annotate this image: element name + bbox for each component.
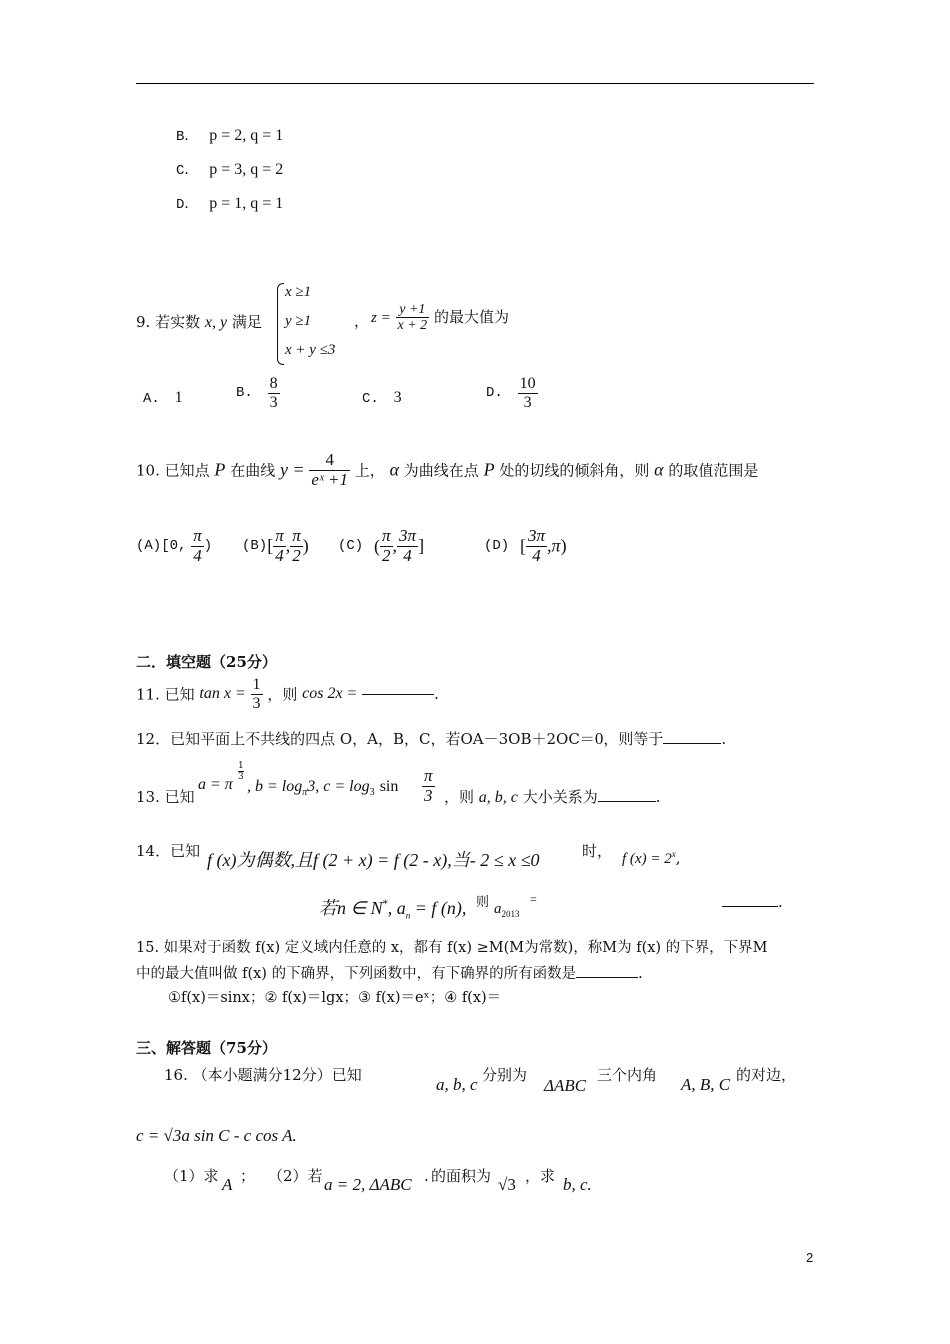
q10-curve-fraction: $\frac{4}{\text{eˣ +1}}$ bbox=[311, 450, 348, 489]
q16-sub1: （1）求 bbox=[164, 1167, 219, 1185]
q16-sqrt3: √3 bbox=[498, 1175, 516, 1194]
q12-answer-blank[interactable] bbox=[663, 743, 721, 744]
q11: 11. 已知 tan x = $\frac{1}{3}$ ，则 cos 2x = . bbox=[136, 676, 439, 712]
q16-bc: b, c. bbox=[563, 1175, 592, 1194]
q14-a2013: $a_{2013}$ bbox=[494, 901, 520, 919]
q13-b-c-expr: , $b = \log_\pi 3$, $c = \log_3 \sin$ bbox=[247, 778, 399, 799]
q16-angles: A, B, C bbox=[681, 1075, 731, 1094]
q16-p1: 16. （本小题满分12分）已知 bbox=[164, 1066, 362, 1084]
q15-line2: 中的最大值叫做 f(x) 的下确界，下列函数中，有下确界的所有函数是 . bbox=[136, 966, 643, 982]
section-3-heading: 三、解答题（75分） bbox=[136, 1039, 277, 1057]
q9-option-c: C. 3 bbox=[362, 389, 402, 407]
q9-option-a: A. 1 bbox=[143, 389, 183, 407]
page-number: 2 bbox=[806, 1250, 814, 1265]
q15-answer-blank[interactable] bbox=[576, 977, 638, 978]
q14-equals: = bbox=[530, 892, 537, 906]
q14-fx: f $(x) = 2^x$, bbox=[622, 849, 681, 867]
option-c-prev: C． p = 3, q = 2 bbox=[176, 161, 284, 179]
q16-p4: 的对边， bbox=[736, 1066, 797, 1084]
q16-area-text: 的面积为 bbox=[431, 1167, 492, 1185]
q10-option-c: (C) ( $\frac{\pi}{2}$ , $\frac{3\pi}{4}$ ] bbox=[338, 526, 425, 565]
q14-line2: 若n ∈ N*, $a_n = f$ (n), bbox=[319, 898, 467, 921]
q16-angle-a: A bbox=[222, 1175, 233, 1194]
q10-option-d: (D) [ $\frac{3\pi}{4}$ ,π) bbox=[484, 526, 567, 565]
q10-option-b: (B)[ $\frac{\pi}{4}$ , $\frac{\pi}{2}$ ) bbox=[242, 526, 309, 565]
q13-exponent: 1 3 bbox=[238, 761, 244, 782]
q16-abc: a, b, c bbox=[436, 1075, 478, 1094]
q16-qiu: ，求 bbox=[525, 1167, 556, 1185]
q16-triangle: ΔABC bbox=[544, 1076, 587, 1095]
q16-equation: c = √3a sin C - c cos A. bbox=[136, 1126, 297, 1145]
q9-objective: z = $\frac{y +1}{x + 2}$ 的最大值为 bbox=[371, 302, 509, 334]
q9-option-b: B. $\frac{8}{3}$ bbox=[236, 375, 278, 411]
q15-choices: ①f(x)＝sinx；② f(x)＝lgx；③ f(x)＝eˣ；④ f(x)＝ bbox=[168, 990, 502, 1006]
q15-line1: 15. 如果对于函数 f(x) 定义域内任意的 x，都有 f(x) ≥M(M为常数)，称M为 f(x) 的下界，下界M bbox=[136, 940, 768, 956]
q14-shi: 时， bbox=[582, 842, 613, 860]
q13-answer-blank[interactable] bbox=[598, 801, 656, 802]
constraint-brace bbox=[277, 283, 284, 365]
q12: 12．已知平面上不共线的四点 O，A，B，C，若OA－3OB＋2OC＝0，则等于 . bbox=[136, 729, 727, 748]
q9-z-fraction: $\frac{y +1}{x + 2}$ bbox=[397, 302, 428, 334]
q14-answer: . bbox=[722, 893, 783, 911]
q14-ze: 则 bbox=[476, 895, 490, 910]
q16-sub2: （2）若 bbox=[268, 1167, 323, 1185]
q10-option-a: (A)[0, $\frac{\pi}{4}$ ) bbox=[136, 526, 213, 565]
q16-sub1-end: ； bbox=[240, 1167, 256, 1185]
constraint-3: x + y ≤3 bbox=[285, 342, 336, 358]
q14-line1: f (x)为偶数,且f (2 + x) = f (2 - x),当- 2 ≤ x ≤0 bbox=[207, 850, 540, 870]
q9-comma: ， bbox=[354, 312, 370, 330]
q13-label: 13. 已知 bbox=[136, 788, 195, 806]
q14-answer-blank[interactable] bbox=[722, 906, 778, 907]
q16-dot: . bbox=[424, 1167, 429, 1185]
section-2-heading: 二．填空题（25分） bbox=[136, 653, 277, 671]
q13-tail: ，则 a, b, c 大小关系为 . bbox=[444, 788, 661, 806]
q14-label: 14．已知 bbox=[136, 842, 201, 860]
q13-sin-fraction: $\frac{\pi}{3}$ bbox=[424, 766, 433, 805]
q10-stem: 10. 已知点 P 在曲线 y = $\frac{4}{\text{eˣ +1}}$ 上， α 为曲线在点 P 处的切线的倾斜角，则 α 的取值范围是 bbox=[136, 450, 759, 489]
q11-answer-blank[interactable] bbox=[362, 694, 434, 695]
header-rule bbox=[136, 83, 814, 84]
q16-condition: a = 2, ΔABC bbox=[324, 1175, 412, 1194]
option-d-prev: D． p = 1, q = 1 bbox=[176, 195, 284, 213]
constraint-2: y ≥1 bbox=[285, 313, 312, 329]
q13-a-expr: a = π bbox=[198, 776, 233, 793]
constraint-1: x ≥1 bbox=[285, 284, 312, 300]
q16-p3: 三个内角 bbox=[597, 1066, 658, 1084]
q9-option-d: D. $\frac{10}{3}$ bbox=[486, 375, 536, 411]
q9-stem: 9. 若实数 x, y 满足 bbox=[136, 313, 262, 331]
q16-p2: 分别为 bbox=[482, 1066, 528, 1084]
option-b-prev: B． p = 2, q = 1 bbox=[176, 127, 284, 145]
